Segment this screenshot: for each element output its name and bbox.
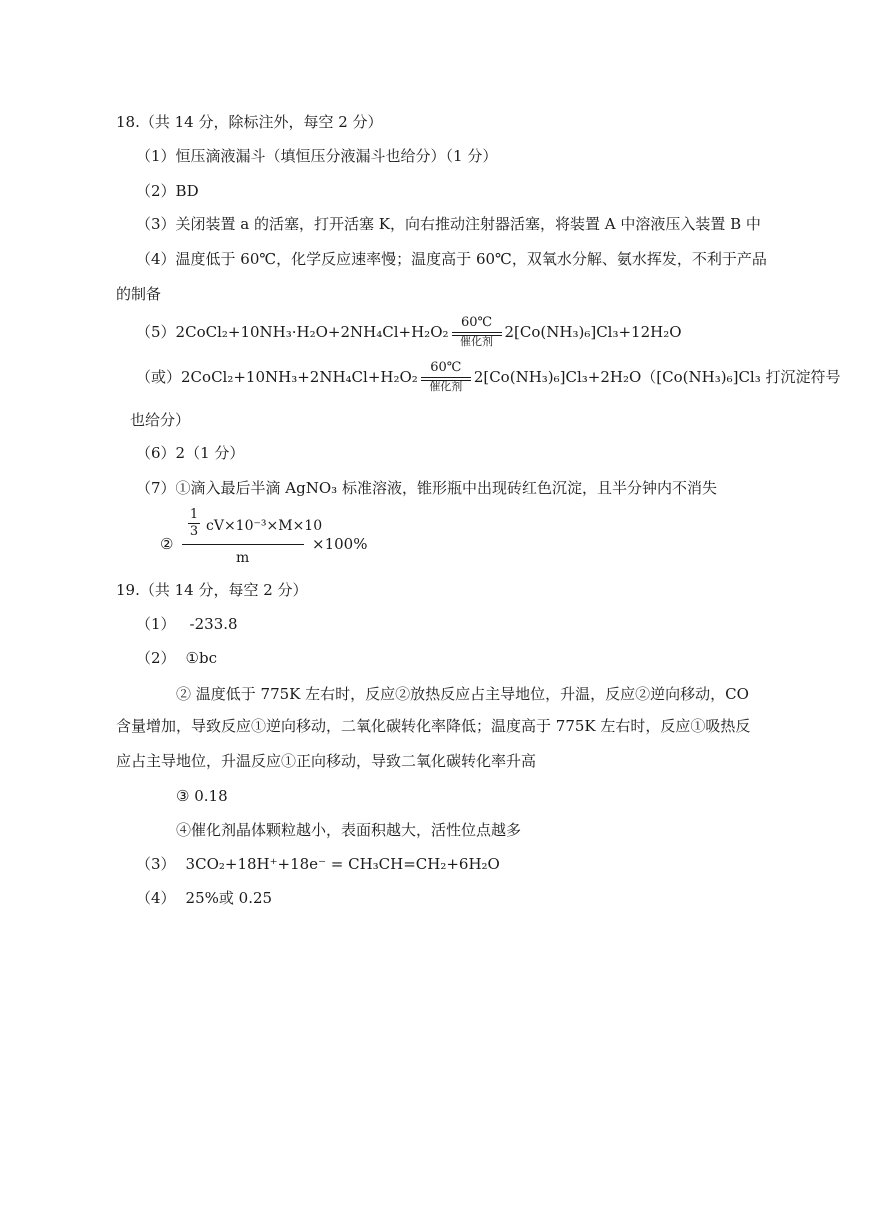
q18-answer-1: （1）恒压滴液漏斗（填恒压分液漏斗也给分）（1 分） (136, 147, 498, 165)
q19-answer-1-value: -233.8 (189, 615, 238, 633)
q19-answer-1 (136, 614, 238, 634)
equation-rhs: 2[Co(NH₃)₆]Cl₃+12H₂O (504, 323, 682, 341)
q18-answer-5-equation (136, 316, 682, 350)
coef-denominator: 3 (189, 524, 199, 539)
percent-tail: ×100% (312, 535, 368, 553)
q19-answer-2-2-line1: ② 温度低于 775K 左右时，反应②放热反应占主导地位，升温，反应②逆向移动，CO (176, 685, 749, 703)
condition-temperature: 60℃ (430, 360, 462, 375)
equation-lhs: 2CoCl₂+10NH₃·H₂O+2NH₄Cl+H₂O₂ (175, 323, 449, 341)
fraction-numerator: cV×10⁻³×M×10 (206, 518, 323, 534)
q19-header: 19.（共 14 分，每空 2 分） (116, 581, 308, 599)
q18-alt-equation (136, 361, 841, 395)
coef-numerator: 1 (189, 507, 199, 522)
q19-answer-1-label: （1） (136, 615, 176, 633)
q19-answer-3-label: （3） (136, 855, 176, 873)
alt-label: （或） (136, 368, 182, 386)
q19-answer-4-label: （4） (136, 889, 176, 907)
reaction-condition-arrow (452, 316, 502, 350)
q19-answer-4-value: 25%或 0.25 (185, 889, 273, 907)
q18-answer-7-2-label: ② (160, 535, 174, 553)
q19-answer-2 (136, 648, 217, 668)
q19-answer-2-3: ③ 0.18 (176, 787, 228, 805)
reaction-condition-arrow (421, 361, 471, 395)
alt-equation-rhs: 2[Co(NH₃)₆]Cl₃+2H₂O（[Co(NH₃)₆]Cl₃ 打沉淀符号 (473, 368, 841, 386)
q19-answer-3-value: 3CO₂+18H⁺+18e⁻ = CH₃CH=CH₂+6H₂O (185, 855, 500, 873)
q19-answer-2-1: ①bc (185, 649, 217, 667)
q19-answer-3 (136, 854, 500, 874)
q19-answer-2-2-line3: 应占主导地位，升温反应①正向移动，导致二氧化碳转化率升高 (116, 752, 537, 770)
q18-answer-7-1: （7）①滴入最后半滴 AgNO₃ 标准溶液，锥形瓶中出现砖红色沉淀，且半分钟内不消失 (136, 479, 717, 497)
q19-answer-2-2-line2: 含量增加，导致反应①逆向移动，二氧化碳转化率降低；温度高于 775K 左右时，反应①吸热反 (116, 717, 751, 735)
q18-alt-line2: 也给分） (130, 411, 191, 429)
fraction-bar (182, 544, 304, 545)
alt-equation-lhs: 2CoCl₂+10NH₃+2NH₄Cl+H₂O₂ (181, 368, 418, 386)
condition-catalyst: 催化剂 (429, 380, 463, 393)
q19-answer-4 (136, 888, 272, 908)
q18-answer-4-line2: 的制备 (116, 285, 162, 303)
purity-fraction (182, 507, 323, 568)
fraction-denominator: m (236, 550, 250, 566)
q18-answer-4-line1: （4）温度低于 60℃，化学反应速率慢；温度高于 60℃，双氧水分解、氨水挥发，不利于产品 (136, 250, 767, 268)
q19-answer-2-4: ④催化剂晶体颗粒越小，表面积越大，活性位点越多 (176, 821, 522, 839)
q18-header: 18.（共 14 分，除标注外，每空 2 分） (116, 113, 383, 131)
condition-temperature: 60℃ (460, 315, 493, 330)
q18-answer-5-label: （5） (136, 323, 176, 341)
q19-answer-2-label: （2） (136, 649, 176, 667)
q18-answer-2: （2）BD (136, 182, 199, 200)
one-third-coefficient (188, 508, 200, 539)
q18-answer-3: （3）关闭装置 a 的活塞，打开活塞 K，向右推动注射器活塞，将装置 A 中溶液压入装置 B 中 (136, 215, 761, 233)
condition-catalyst: 催化剂 (460, 335, 493, 348)
q18-answer-6: （6）2（1 分） (136, 444, 245, 462)
